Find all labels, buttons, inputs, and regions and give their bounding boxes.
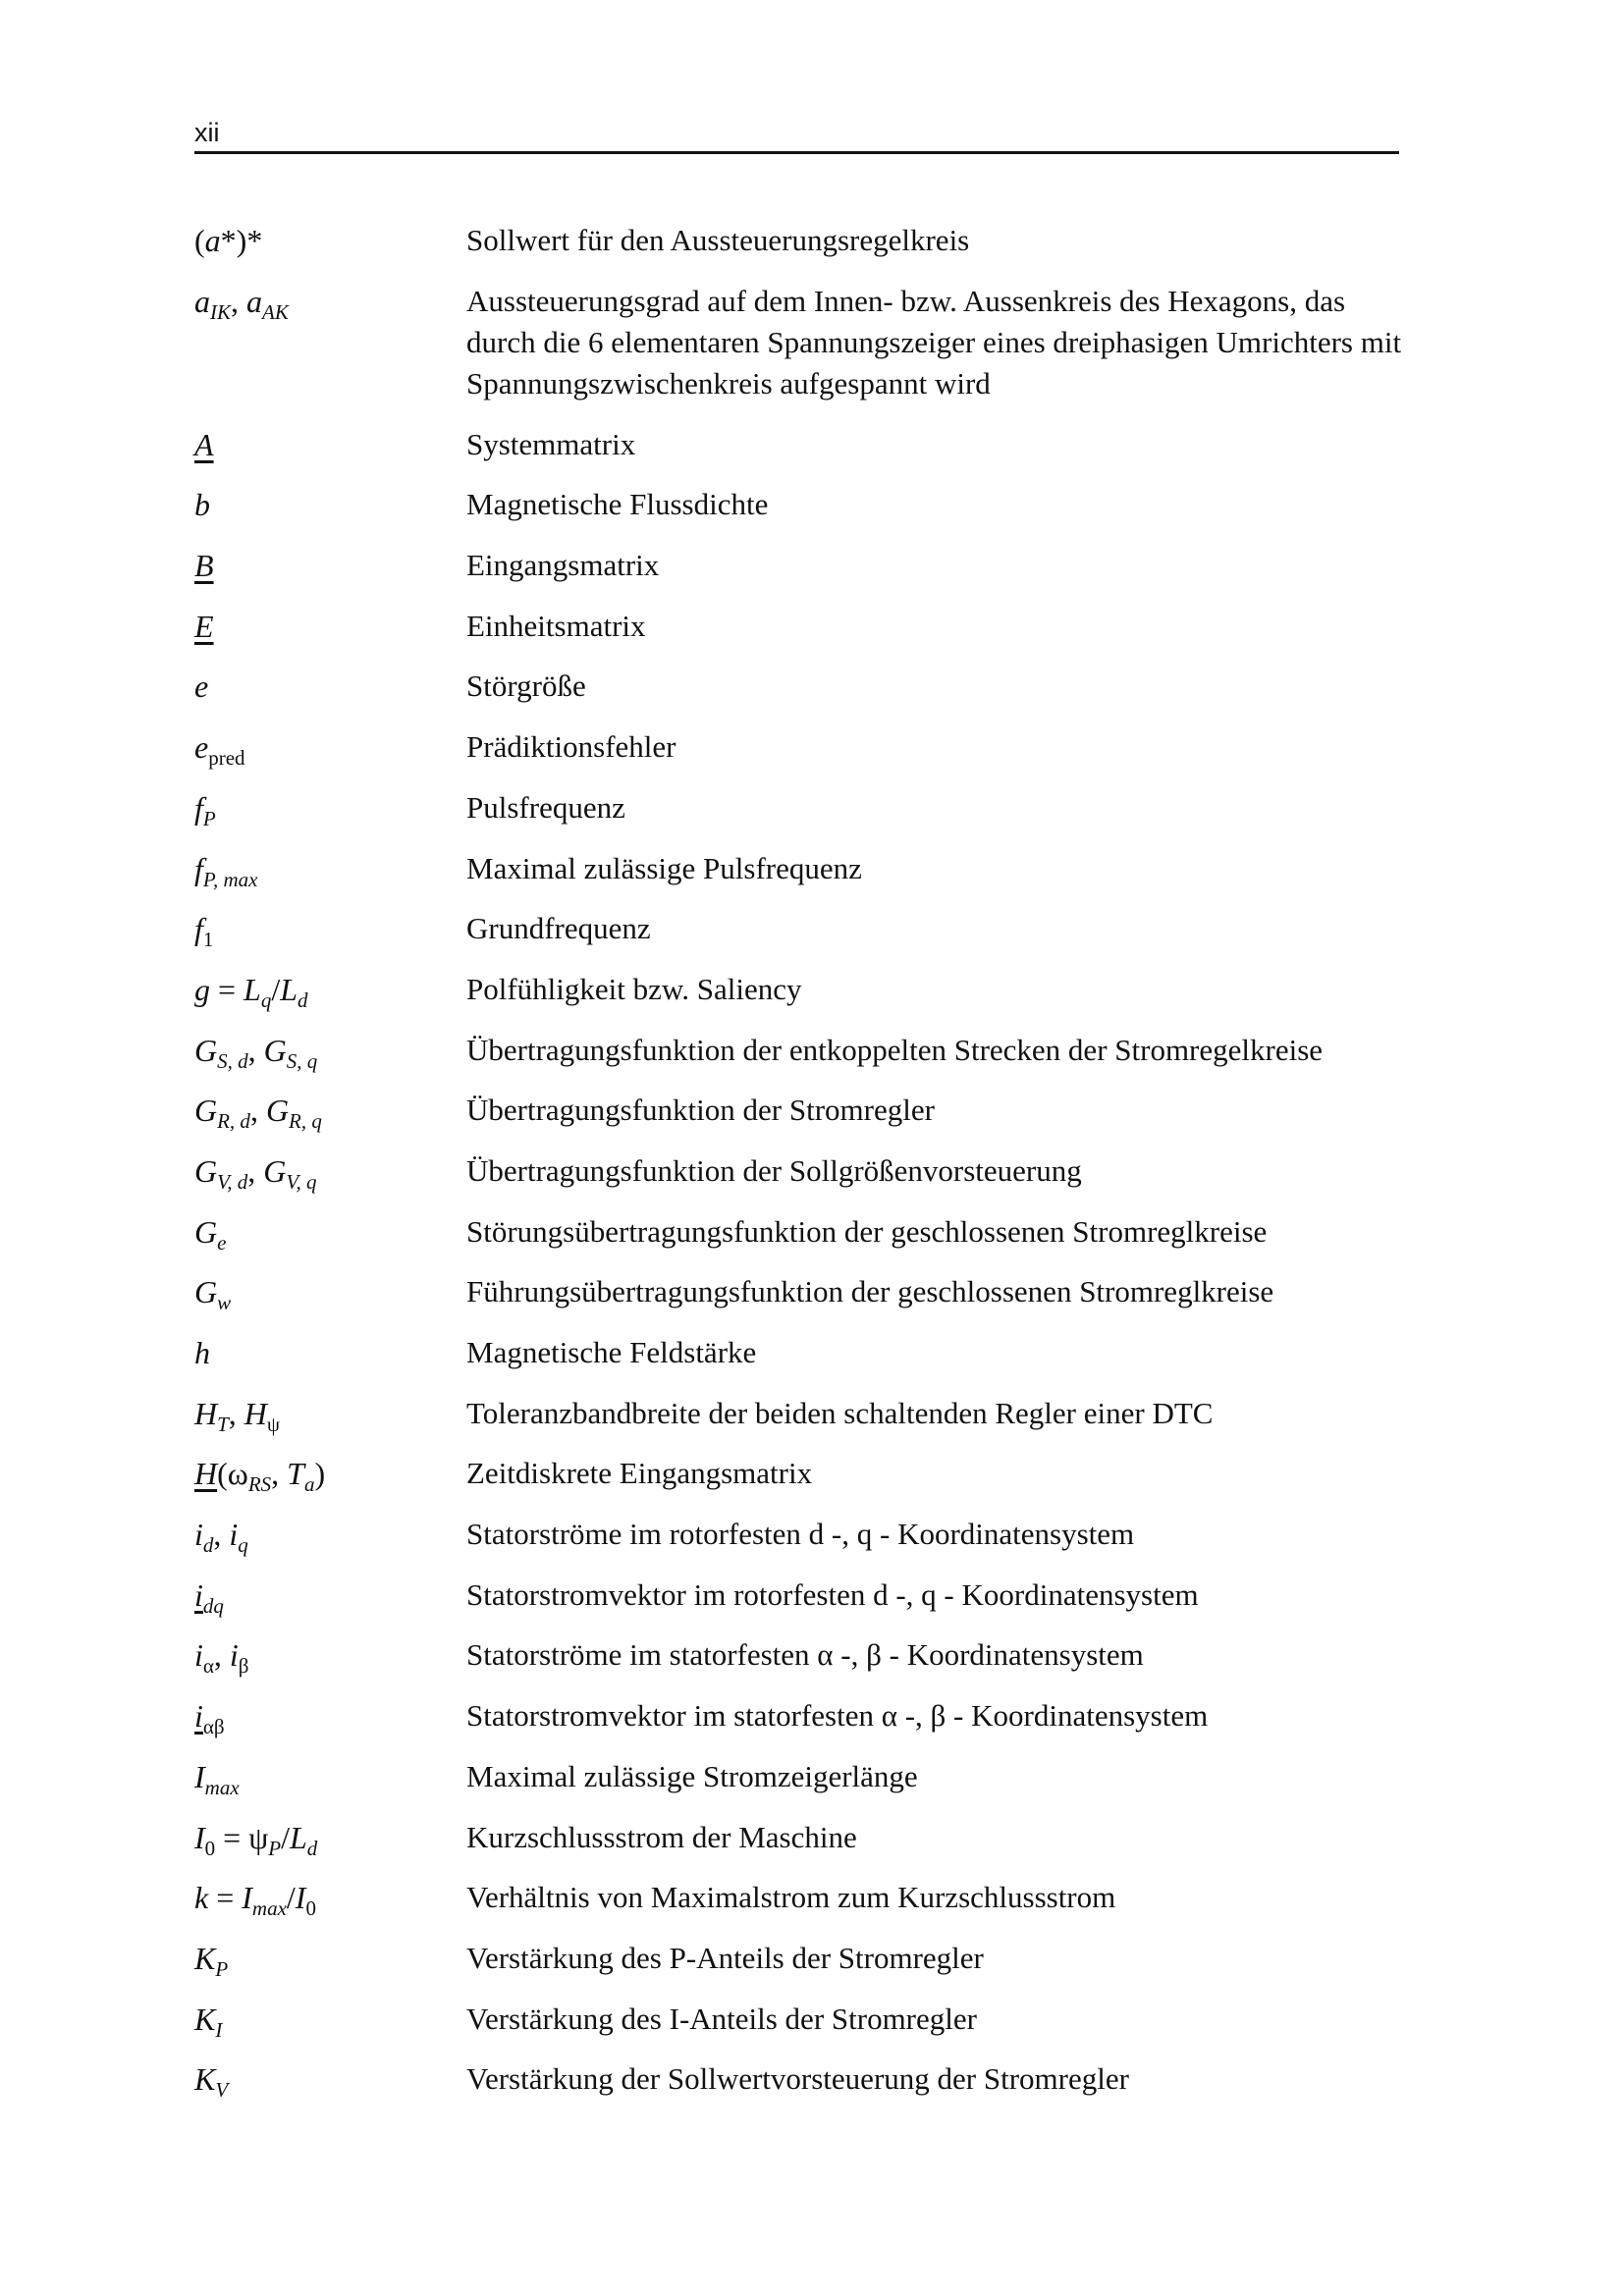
description: Toleranzbandbreite der beiden schaltenden Regler einer DTC <box>466 1395 1214 1430</box>
list-item <box>194 1634 1412 1695</box>
symbol: $i_{dq}$ <box>194 1576 224 1618</box>
list-item <box>194 1393 1412 1454</box>
symbol: h <box>194 1335 210 1370</box>
description: Magnetische Feldstärke <box>466 1335 757 1369</box>
symbol: $k = I_{max}/I_0$ <box>194 1880 316 1921</box>
symbol-list <box>194 220 1412 2119</box>
symbol: A <box>194 426 214 462</box>
description: Aussteuerungsgrad auf dem Innen- bzw. Aussenkreis des Hexagons, das durch die 6 elementaren Spannungszeiger eines dreiphasigen Umrichters mit Spannungszwischenkreis aufgespannt wird <box>466 283 1402 400</box>
description: Verstärkung des P-Anteils der Stromregler <box>466 1940 984 1975</box>
description: Statorströme im rotorfesten d -, q - Koordinatensystem <box>466 1517 1135 1552</box>
symbol: $G_{V, d}$, $G_{V, q}$ <box>194 1152 317 1194</box>
symbol: $G_e$ <box>194 1213 227 1255</box>
symbol: $g = L_q/L_d$ <box>194 971 308 1012</box>
symbol: $G_{R, d}$, $G_{R, q}$ <box>194 1093 322 1134</box>
list-item <box>194 281 1412 424</box>
description: Statorstromvektor im statorfesten α -, β - Koordinatensystem <box>466 1698 1209 1734</box>
symbol: $H(\omega_{RS}$, $T_a$) <box>194 1456 326 1497</box>
list-item <box>194 1090 1412 1150</box>
symbol: b <box>194 487 210 523</box>
description: Maximal zulässige Pulsfrequenz <box>466 850 862 885</box>
symbol: $i_{\alpha\beta}$ <box>194 1698 225 1739</box>
symbol: $f_{P, max}$ <box>194 850 258 891</box>
list-item <box>194 545 1412 606</box>
header-rule <box>194 151 1399 154</box>
list-item <box>194 1817 1412 1878</box>
symbol: E <box>194 608 214 644</box>
list-item <box>194 848 1412 909</box>
symbol: $i_\alpha$, $i_\beta$ <box>194 1637 249 1679</box>
list-item <box>194 1695 1412 1756</box>
description: Systemmatrix <box>466 426 636 461</box>
description: Übertragungsfunktion der Stromregler <box>466 1093 935 1128</box>
list-item <box>194 787 1412 848</box>
symbol: $I_0 = \psi_P/L_d$ <box>194 1819 318 1860</box>
list-item <box>194 969 1412 1030</box>
description: Prädiktionsfehler <box>466 729 676 765</box>
symbol: (a*)* <box>194 223 263 258</box>
symbol: $i_d$, $i_q$ <box>194 1517 248 1558</box>
description: Kurzschlussstrom der Maschine <box>466 1819 857 1854</box>
list-item <box>194 1877 1412 1938</box>
description: Verstärkung der Sollwertvorsteuerung der Stromregler <box>466 2061 1129 2097</box>
list-item <box>194 1453 1412 1514</box>
list-item <box>194 1271 1412 1332</box>
description: Magnetische Flussdichte <box>466 487 769 522</box>
list-item <box>194 908 1412 969</box>
list-item <box>194 484 1412 545</box>
list-item <box>194 1332 1412 1393</box>
description: Polfühligkeit bzw. Saliency <box>466 971 802 1006</box>
list-item <box>194 2058 1412 2119</box>
description: Übertragungsfunktion der entkoppelten Strecken der Stromregelkreise <box>466 1032 1324 1067</box>
description: Sollwert für den Aussteuerungsregelkreis <box>466 223 970 257</box>
list-item <box>194 666 1412 726</box>
description: Verhältnis von Maximalstrom zum Kurzschlussstrom <box>466 1880 1116 1915</box>
symbol: $K_P$ <box>194 1940 229 1981</box>
list-item <box>194 1575 1412 1635</box>
symbol: $K_I$ <box>194 2001 223 2042</box>
list-item <box>194 1938 1412 1999</box>
symbol: $e_{pred}$ <box>194 729 245 771</box>
list-item <box>194 1756 1412 1817</box>
list-item <box>194 1150 1412 1211</box>
symbol: $a_{IK}$, $a_{AK}$ <box>194 283 289 324</box>
description: Verstärkung des I-Anteils der Stromregler <box>466 2001 977 2036</box>
list-item <box>194 1030 1412 1091</box>
page-number: xii <box>194 118 220 147</box>
symbol: $I_{max}$ <box>194 1758 240 1799</box>
description: Einheitsmatrix <box>466 608 646 643</box>
description: Statorströme im statorfesten α -, β - Koordinatensystem <box>466 1637 1144 1673</box>
symbol: $K_V$ <box>194 2061 229 2103</box>
description: Eingangsmatrix <box>466 548 660 583</box>
description: Störungsübertragungsfunktion der geschlossenen Stromreglkreise <box>466 1213 1268 1249</box>
list-item <box>194 1514 1412 1575</box>
list-item <box>194 424 1412 485</box>
description: Zeitdiskrete Eingangsmatrix <box>466 1456 813 1491</box>
description: Maximal zulässige Stromzeigerlänge <box>466 1758 918 1793</box>
description: Pulsfrequenz <box>466 789 625 825</box>
list-item <box>194 606 1412 667</box>
description: Führungsübertragungsfunktion der geschlossenen Stromreglkreise <box>466 1274 1274 1309</box>
list-item <box>194 220 1412 281</box>
symbol: $H_T$, $H_\psi$ <box>194 1395 281 1436</box>
description: Störgröße <box>466 668 586 704</box>
symbol: B <box>194 548 214 584</box>
description: Grundfrequenz <box>466 911 651 946</box>
symbol: $f_P$ <box>194 789 216 830</box>
symbol: e <box>194 668 209 705</box>
list-item <box>194 1211 1412 1272</box>
description: Übertragungsfunktion der Sollgrößenvorsteuerung <box>466 1152 1082 1188</box>
symbol: $G_{S, d}$, $G_{S, q}$ <box>194 1032 318 1073</box>
list-item <box>194 726 1412 787</box>
symbol: $f_1$ <box>194 911 214 952</box>
description: Statorstromvektor im rotorfesten d -, q - Koordinatensystem <box>466 1576 1199 1612</box>
list-item <box>194 1999 1412 2059</box>
symbol: $G_w$ <box>194 1274 232 1315</box>
